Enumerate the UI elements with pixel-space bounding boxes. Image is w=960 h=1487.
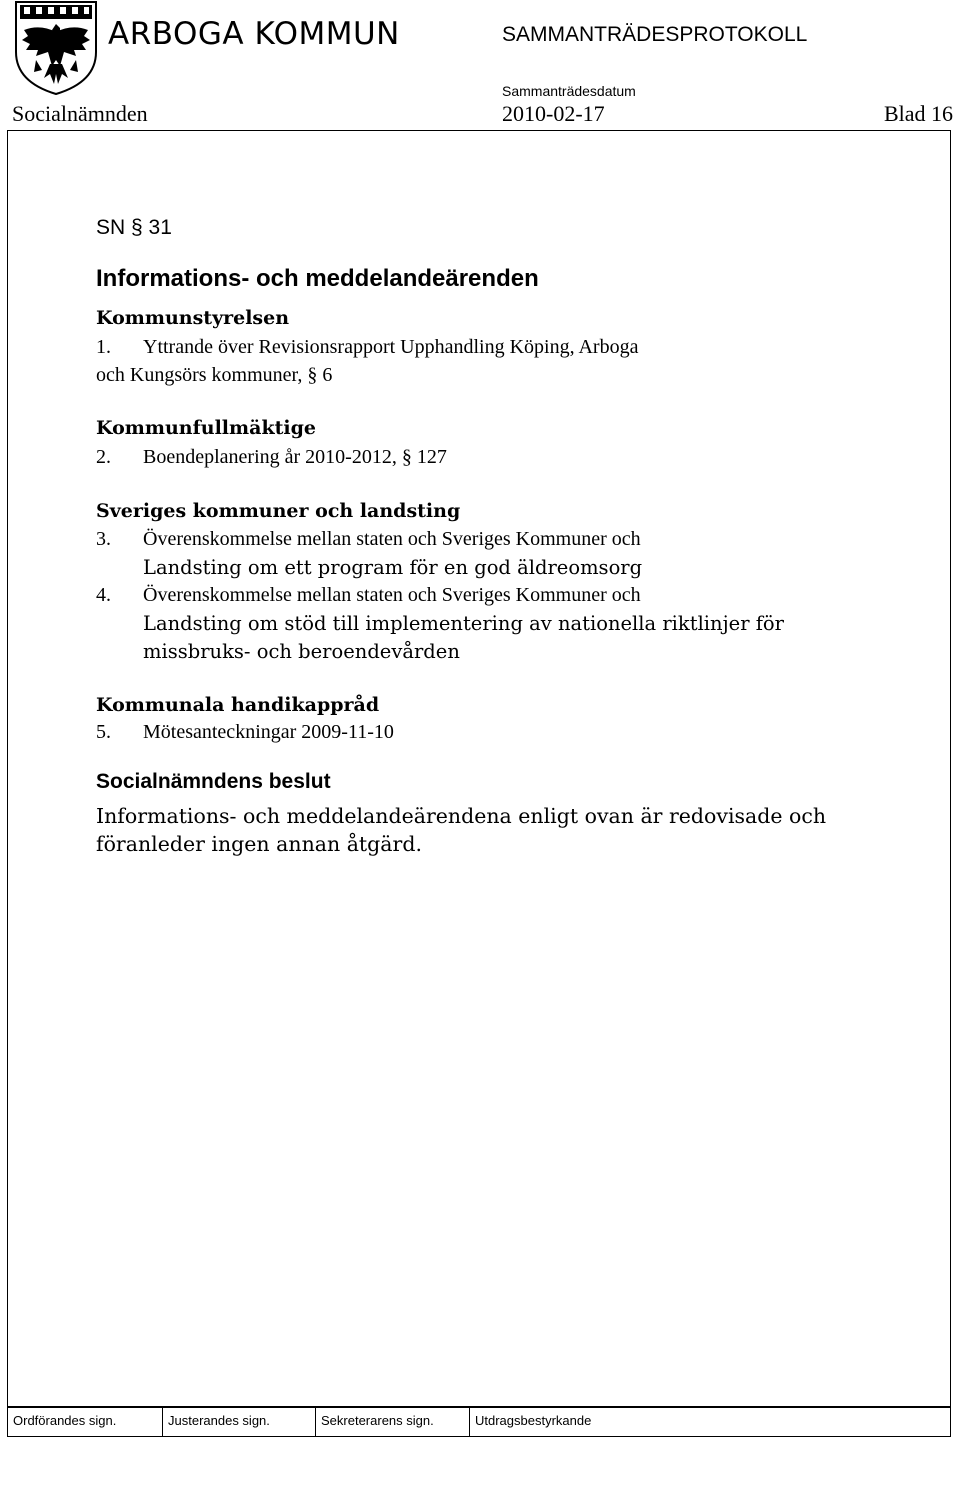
item-number: 4. bbox=[96, 584, 111, 606]
item-text-line: missbruks- och beroendevården bbox=[143, 640, 460, 663]
meeting-date: 2010-02-17 bbox=[502, 101, 605, 126]
item-text-line: Yttrande över Revisionsrapport Upphandling Köping, Arboga bbox=[143, 336, 639, 358]
secretary-signature-label: Sekreterarens sign. bbox=[321, 1413, 434, 1428]
arboga-crest-eagle-icon bbox=[14, 0, 98, 96]
page-number: Blad 16 bbox=[884, 101, 954, 126]
item-text-line: Överenskommelse mellan staten och Sveriges Kommuner och bbox=[143, 528, 641, 550]
decision-text-line: föranleder ingen annan åtgärd. bbox=[96, 832, 422, 856]
group-heading: Kommunala handikappråd bbox=[96, 694, 380, 716]
group-heading: Kommunstyrelsen bbox=[96, 307, 290, 329]
decision-text-line: Informations- och meddelandeärendena enligt ovan är redovisade och bbox=[96, 804, 827, 828]
item-text-line: Överenskommelse mellan staten och Sveriges Kommuner och bbox=[143, 584, 641, 606]
section-title: Informations- och meddelandeärenden bbox=[96, 265, 539, 292]
committee-name: Socialnämnden bbox=[12, 101, 148, 126]
group-heading: Sveriges kommuner och landsting bbox=[96, 500, 461, 522]
document-type: SAMMANTRÄDESPROTOKOLL bbox=[502, 23, 808, 46]
item-text-line: Landsting om ett program för en god äldreomsorg bbox=[143, 556, 643, 579]
group-heading: Kommunfullmäktige bbox=[96, 417, 316, 439]
item-number: 3. bbox=[96, 528, 111, 550]
item-number: 2. bbox=[96, 446, 111, 468]
item-text-line: Landsting om stöd till implementering av nationella riktlinjer för bbox=[143, 612, 784, 635]
chair-signature-label: Ordförandes sign. bbox=[13, 1413, 117, 1428]
extract-certification-label: Utdragsbestyrkande bbox=[475, 1413, 592, 1428]
item-number: 1. bbox=[96, 336, 111, 358]
meeting-date-label: Sammanträdesdatum bbox=[502, 83, 636, 99]
adjuster-signature-label: Justerandes sign. bbox=[168, 1413, 270, 1428]
item-text-line: Boendeplanering år 2010-2012, § 127 bbox=[143, 446, 447, 468]
municipality-name: ARBOGA KOMMUN bbox=[108, 16, 400, 52]
item-text-line: Mötesanteckningar 2009-11-10 bbox=[143, 721, 394, 743]
item-number: 5. bbox=[96, 721, 111, 743]
item-text-line: och Kungsörs kommuner, § 6 bbox=[96, 364, 333, 386]
decision-heading: Socialnämndens beslut bbox=[96, 770, 331, 793]
paragraph-number: SN § 31 bbox=[96, 216, 172, 239]
